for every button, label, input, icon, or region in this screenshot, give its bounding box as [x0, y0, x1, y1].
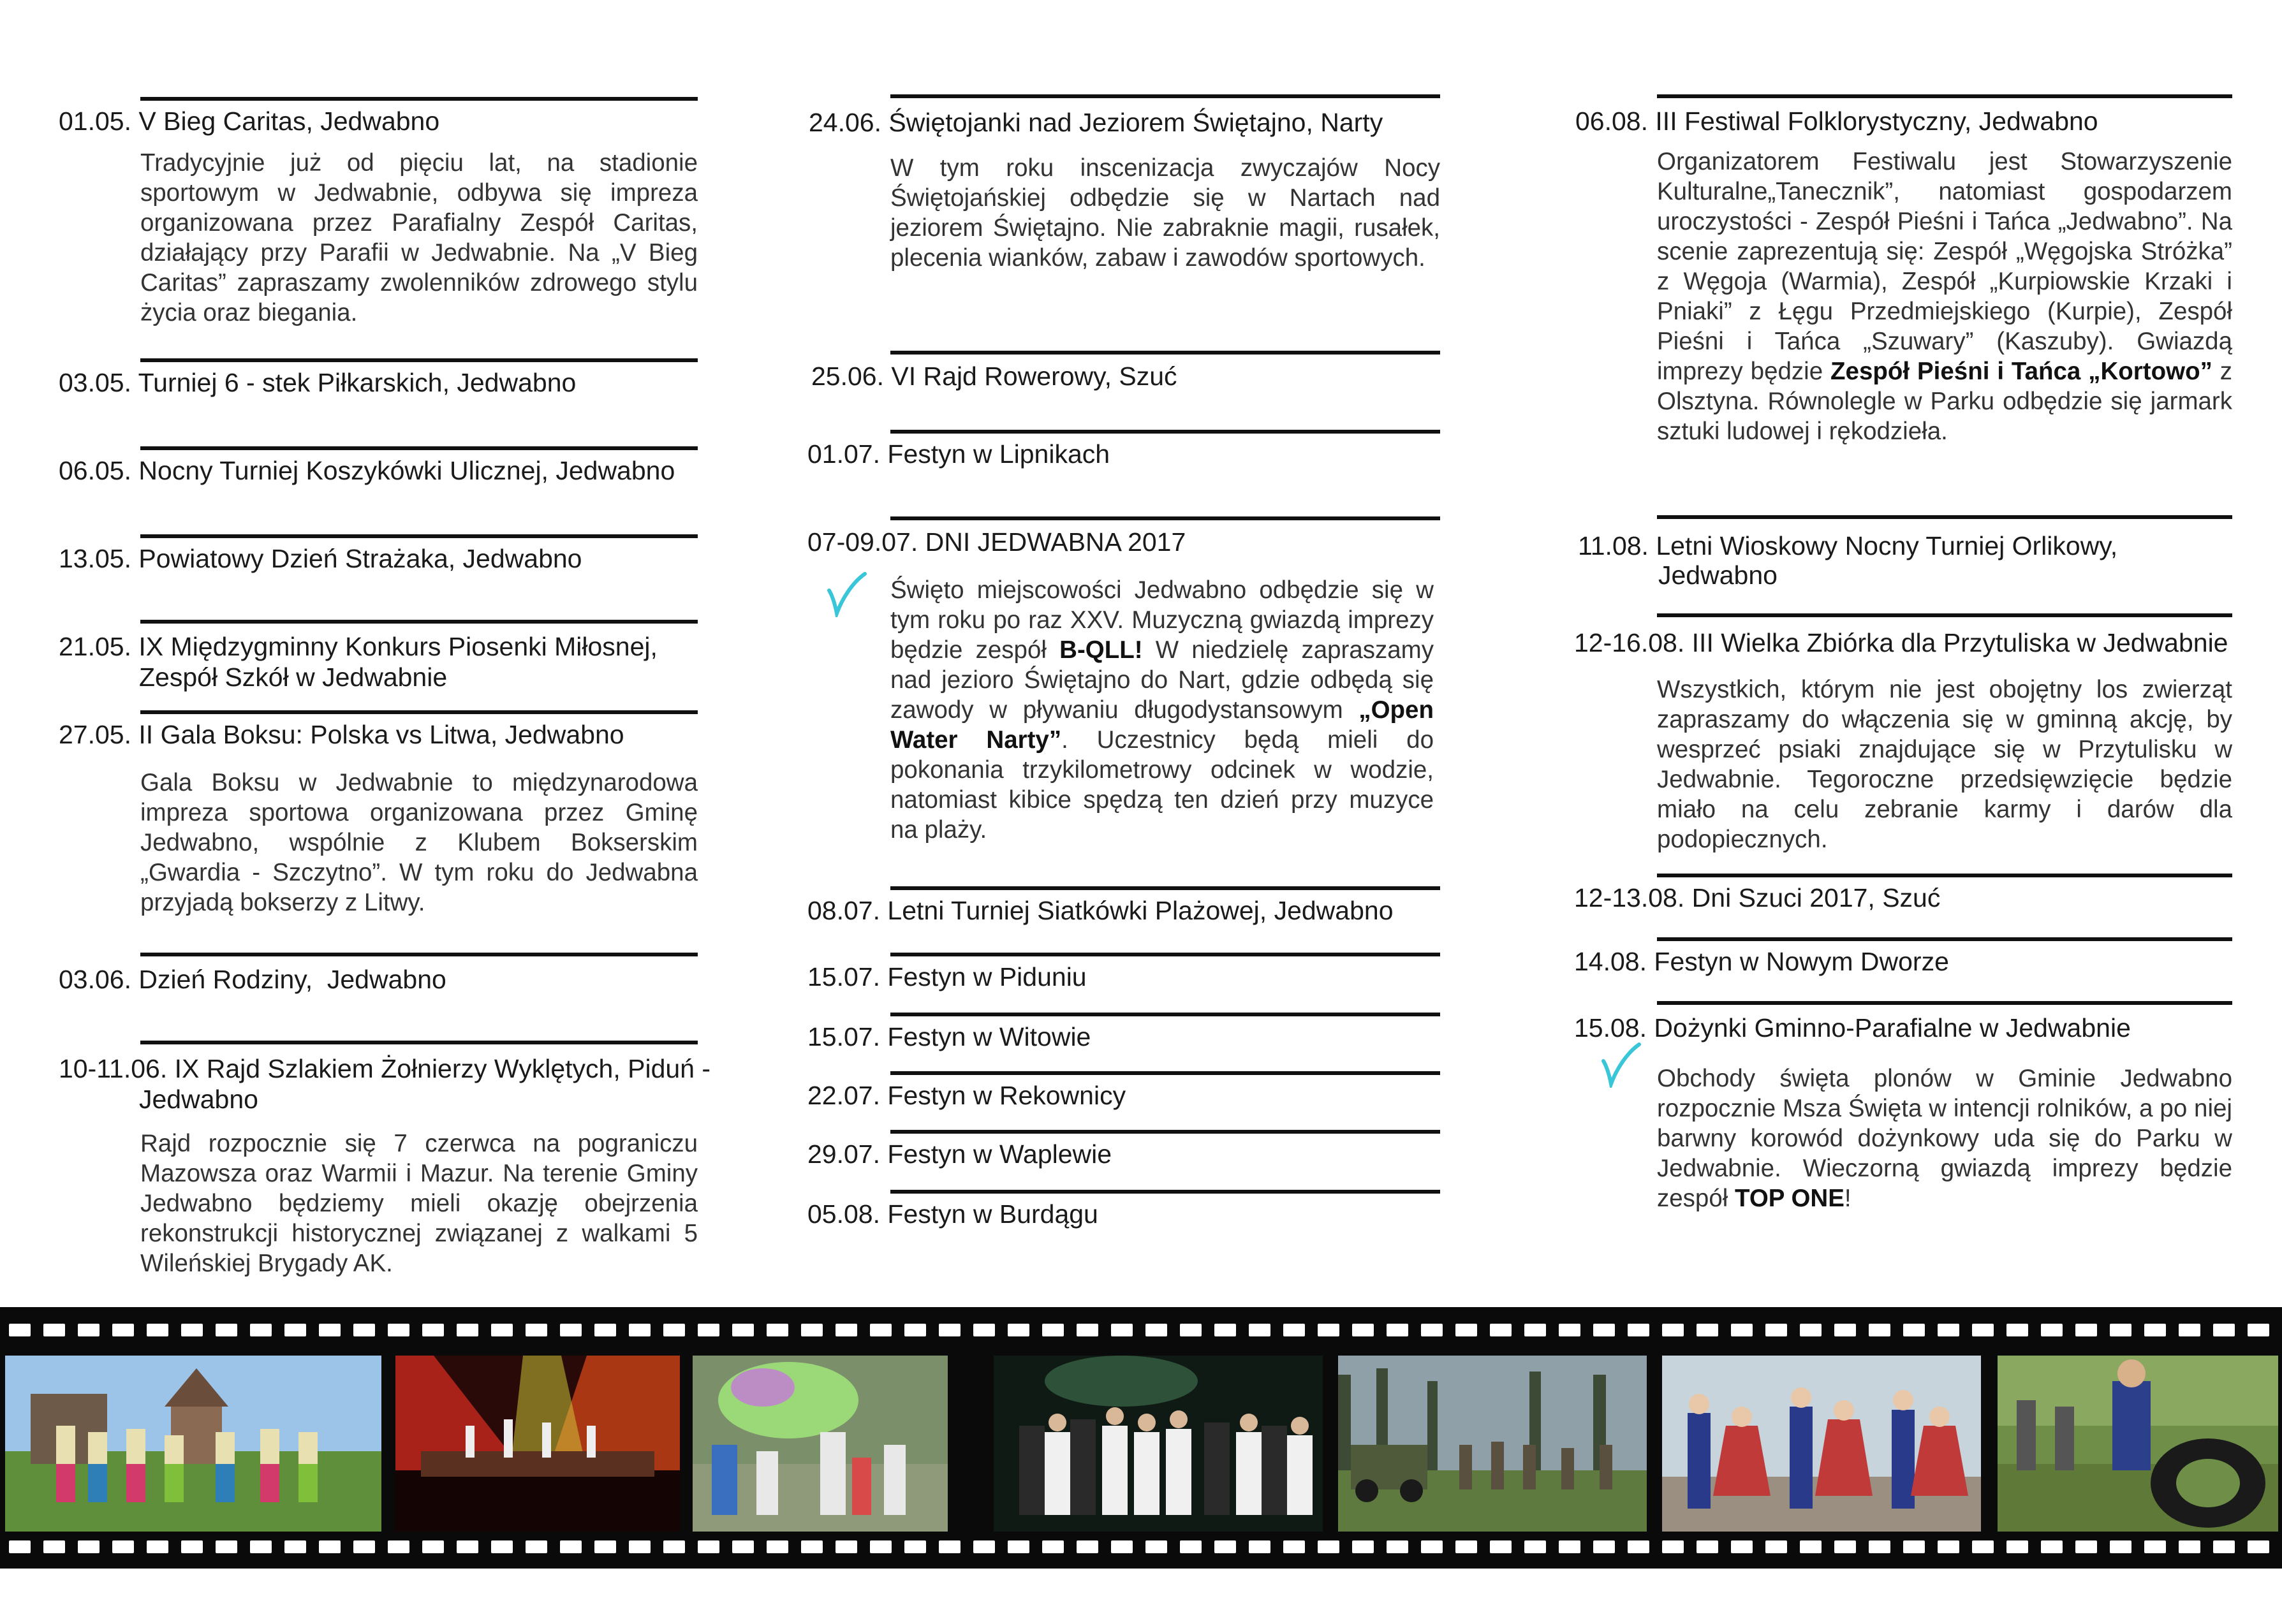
event-date: 03.05. — [59, 368, 131, 397]
event-name: VI Rajd Rowerowy, Szuć — [891, 362, 1177, 391]
photo-reenactment — [1338, 1356, 1647, 1532]
film-hole — [112, 1324, 134, 1336]
film-perforations-bottom — [0, 1540, 2282, 1556]
film-hole — [1008, 1540, 1029, 1553]
film-hole — [1111, 1324, 1133, 1336]
event-date: 06.08. — [1575, 106, 1648, 136]
event-description: Tradycyjnie już od pięciu lat, na stadionie sportowym w Jedwabnie, odbywa się impreza organizowana przez Parafialny Zespół Caritas, działający przy Parafii w Jedwabnie. Na „V Bieg Caritas” zapraszamy zwolenników zdrowego stylu życia oraz biegania. — [140, 149, 698, 326]
rule — [890, 1013, 1440, 1016]
checkmark-icon — [1601, 1042, 1642, 1088]
event-date: 13.05. — [59, 544, 131, 573]
film-hole — [1455, 1540, 1477, 1553]
event-title — [59, 964, 446, 995]
film-hole — [2248, 1324, 2269, 1336]
film-hole — [1042, 1324, 1064, 1336]
film-hole — [2213, 1540, 2235, 1553]
film-hole — [1042, 1540, 1064, 1553]
rule — [890, 351, 1440, 355]
event-name: DNI JEDWABNA 2017 — [925, 527, 1186, 557]
film-hole — [1593, 1324, 1615, 1336]
film-hole — [698, 1324, 719, 1336]
event-date: 01.05. — [59, 106, 131, 136]
film-hole — [801, 1324, 823, 1336]
event-name: Dożynki Gminno-Parafialne w Jedwabnie — [1654, 1013, 2131, 1042]
film-hole — [78, 1540, 99, 1553]
event-name: Festyn w Burdągu — [887, 1199, 1098, 1229]
film-hole — [1524, 1324, 1546, 1336]
film-hole — [870, 1324, 892, 1336]
event-name: V Bieg Caritas, Jedwabno — [138, 106, 440, 136]
event-date: 27.05. — [59, 720, 131, 749]
film-hole — [43, 1540, 65, 1553]
film-hole — [629, 1324, 651, 1336]
film-hole — [767, 1540, 788, 1553]
film-hole — [732, 1324, 754, 1336]
film-hole — [216, 1324, 237, 1336]
film-hole — [1387, 1324, 1408, 1336]
event-date: 08.07. — [807, 896, 880, 925]
event-name: IX Rajd Szlakiem Żołnierzy Wyklętych, Piduń - — [174, 1054, 711, 1083]
event-title — [809, 107, 1383, 138]
event-date: 15.07. — [807, 1022, 880, 1051]
event-title — [807, 1080, 1126, 1111]
film-hole — [629, 1540, 651, 1553]
event-title — [1578, 530, 2117, 561]
film-hole — [1318, 1324, 1339, 1336]
film-hole — [353, 1540, 375, 1553]
film-hole — [939, 1324, 961, 1336]
film-hole — [284, 1540, 306, 1553]
film-hole — [1214, 1324, 1236, 1336]
event-title — [807, 1199, 1098, 1229]
event-name: II Gala Boksu: Polska vs Litwa, Jedwabno — [138, 720, 624, 749]
event-date: 07-09.07. — [807, 527, 918, 557]
event-name: Festyn w Nowym Dworze — [1654, 947, 1949, 976]
film-hole — [1869, 1324, 1890, 1336]
film-hole — [594, 1324, 616, 1336]
film-hole — [663, 1324, 685, 1336]
film-hole — [1938, 1540, 1959, 1553]
film-hole — [1352, 1324, 1374, 1336]
event-title — [59, 719, 624, 750]
event-name: Festyn w Waplewie — [887, 1139, 1112, 1169]
rule — [1657, 937, 2232, 941]
event-name-line2: Jedwabno — [1658, 560, 1778, 590]
film-hole — [732, 1540, 754, 1553]
film-hole — [1765, 1324, 1787, 1336]
film-hole — [1490, 1324, 1512, 1336]
film-hole — [2075, 1540, 2097, 1553]
event-name: Nocny Turniej Koszykówki Ulicznej, Jedwabno — [138, 456, 675, 485]
event-date: 10-11.06. — [59, 1054, 168, 1083]
film-hole — [1145, 1324, 1167, 1336]
event-date: 03.06. — [59, 965, 131, 994]
event-name: Dni Szuci 2017, Szuć — [1691, 883, 1941, 912]
photo-tyre-race — [1998, 1356, 2278, 1532]
film-hole — [1455, 1324, 1477, 1336]
film-hole — [1077, 1324, 1098, 1336]
film-hole — [1111, 1540, 1133, 1553]
film-hole — [1938, 1324, 1959, 1336]
film-hole — [1077, 1540, 1098, 1553]
film-hole — [2179, 1324, 2200, 1336]
film-hole — [1628, 1540, 1649, 1553]
film-hole — [1145, 1540, 1167, 1553]
film-hole — [1283, 1540, 1305, 1553]
film-hole — [1731, 1540, 1753, 1553]
event-date: 01.07. — [807, 439, 880, 469]
event-name: III Festiwal Folklorystyczny, Jedwabno — [1655, 106, 2098, 136]
film-hole — [1972, 1324, 1994, 1336]
film-hole — [284, 1324, 306, 1336]
event-name: Letni Wioskowy Nocny Turniej Orlikowy, — [1656, 531, 2118, 560]
film-hole — [457, 1324, 478, 1336]
film-hole — [2213, 1324, 2235, 1336]
rule — [890, 886, 1440, 890]
rule — [1657, 94, 2232, 98]
rule — [890, 1130, 1440, 1134]
event-date: 12-13.08. — [1574, 883, 1685, 912]
film-hole — [1387, 1540, 1408, 1553]
film-hole — [388, 1324, 409, 1336]
event-title — [59, 1053, 710, 1084]
event-description: Święto miejscowości Jedwabno odbędzie się w tym roku po raz XXV. Muzyczną gwiazdą imprezy będzie zespół B-QLL! W niedzielę zapraszamy nad jezioro Świętajno do Nart, gdzie odbędą się zawody w pływaniu długodystansowym „Open Water Narty”. Uczestnicy będą mieli do pokonania trzykilometrowy odcinek w wodzie, natomiast kibice spędzą ten dzień przy muzyce na plaży. — [890, 576, 1434, 844]
event-description: Rajd rozpocznie się 7 czerwca na pograniczu Mazowsza oraz Warmii i Mazur. Na terenie Gminy Jedwabno będziemy mieli okazję obejrzenia rekonstrukcji historycznej związanej z walkami 5 Wileńskiej Brygady AK. — [140, 1130, 698, 1277]
film-hole — [767, 1324, 788, 1336]
film-hole — [904, 1540, 926, 1553]
film-hole — [1421, 1324, 1443, 1336]
rule — [1657, 515, 2232, 519]
film-hole — [112, 1540, 134, 1553]
film-hole — [2144, 1324, 2166, 1336]
film-hole — [2144, 1540, 2166, 1553]
event-name: Dzień Rodziny, Jedwabno — [138, 965, 446, 994]
film-hole — [1972, 1540, 1994, 1553]
film-hole — [939, 1540, 961, 1553]
film-hole — [2075, 1324, 2097, 1336]
event-name: Festyn w Witowie — [887, 1022, 1091, 1051]
rule — [1657, 1001, 2232, 1005]
film-hole — [388, 1540, 409, 1553]
event-title — [59, 631, 658, 662]
event-date: 11.08. — [1578, 531, 1649, 560]
film-hole — [319, 1540, 341, 1553]
event-title — [1575, 106, 2098, 136]
film-hole — [836, 1324, 857, 1336]
film-hole — [1765, 1540, 1787, 1553]
film-hole — [1214, 1540, 1236, 1553]
rule — [140, 358, 698, 362]
event-title — [1574, 882, 1940, 913]
event-name: Świętojanki nad Jeziorem Świętajno, Narty — [888, 108, 1383, 137]
event-name: III Wielka Zbiórka dla Przytuliska w Jedwabnie — [1691, 628, 2228, 657]
film-hole — [1834, 1540, 1856, 1553]
film-hole — [422, 1540, 444, 1553]
event-name: IX Międzygminny Konkurs Piosenki Miłosnej, — [138, 632, 658, 661]
photo-night-group — [994, 1356, 1323, 1532]
film-hole — [9, 1540, 31, 1553]
event-name-line2: Zespół Szkół w Jedwabnie — [139, 662, 448, 692]
photo-color-festival — [693, 1356, 948, 1532]
event-date: 21.05. — [59, 632, 131, 661]
event-title — [59, 455, 675, 486]
film-hole — [1559, 1324, 1580, 1336]
event-title — [807, 1139, 1112, 1169]
event-date: 05.08. — [807, 1199, 880, 1229]
film-hole — [1800, 1324, 1822, 1336]
film-hole — [147, 1540, 168, 1553]
rule — [890, 953, 1440, 956]
film-hole — [1593, 1540, 1615, 1553]
rule — [140, 446, 698, 450]
event-date: 12-16.08. — [1574, 628, 1685, 657]
film-hole — [1249, 1540, 1270, 1553]
rule — [140, 534, 698, 538]
film-hole — [698, 1540, 719, 1553]
film-hole — [1180, 1324, 1202, 1336]
event-date: 06.05. — [59, 456, 131, 485]
rule — [140, 620, 698, 624]
event-description: Obchody święta plonów w Gminie Jedwabno rozpocznie Msza Święta w intencji rolników, a po niej barwny korowód dożynkowy uda się do Parku w Jedwabnie. Wieczorną gwiazdą imprezy będzie zespół TOP ONE! — [1657, 1065, 2232, 1212]
film-hole — [1008, 1324, 1029, 1336]
rule — [140, 710, 698, 714]
film-hole — [1352, 1540, 1374, 1553]
film-hole — [78, 1324, 99, 1336]
film-hole — [1697, 1324, 1718, 1336]
film-hole — [491, 1324, 513, 1336]
film-hole — [594, 1540, 616, 1553]
rule — [1657, 613, 2232, 617]
film-hole — [147, 1324, 168, 1336]
film-hole — [181, 1540, 203, 1553]
film-hole — [1834, 1324, 1856, 1336]
film-hole — [1490, 1540, 1512, 1553]
film-hole — [1421, 1540, 1443, 1553]
event-date: 29.07. — [807, 1139, 880, 1169]
rule — [890, 94, 1440, 98]
event-name: Festyn w Rekownicy — [887, 1081, 1126, 1110]
event-title — [807, 439, 1110, 469]
event-description: W tym roku inscenizacja zwyczajów Nocy Świętojańskiej odbędzie się w Nartach nad jeziorem Świętajno. Nie zabraknie magii, rusałek, plecenia wianków, zabaw i zawodów sportowych. — [890, 154, 1440, 272]
film-hole — [2006, 1540, 2028, 1553]
rule — [890, 516, 1440, 520]
film-hole — [560, 1324, 582, 1336]
event-title — [59, 543, 582, 574]
film-hole — [870, 1540, 892, 1553]
event-date: 15.08. — [1574, 1013, 1647, 1042]
film-hole — [422, 1324, 444, 1336]
event-title — [1574, 946, 1949, 977]
event-title — [807, 527, 1186, 557]
event-title — [807, 1021, 1091, 1052]
film-hole — [560, 1540, 582, 1553]
film-hole — [457, 1540, 478, 1553]
film-hole — [353, 1324, 375, 1336]
event-name: Letni Turniej Siatkówki Plażowej, Jedwabno — [887, 896, 1394, 925]
film-hole — [250, 1324, 272, 1336]
film-hole — [216, 1540, 237, 1553]
film-hole — [904, 1324, 926, 1336]
film-hole — [1559, 1540, 1580, 1553]
film-hole — [973, 1540, 995, 1553]
film-hole — [801, 1540, 823, 1553]
event-date: 14.08. — [1574, 947, 1647, 976]
event-date: 25.06. — [811, 362, 884, 391]
event-title — [807, 895, 1394, 926]
film-hole — [250, 1540, 272, 1553]
photo-concert-stage — [395, 1356, 680, 1532]
event-name-line2: Jedwabno — [139, 1085, 258, 1114]
event-description: Wszystkich, którym nie jest obojętny los zwierząt zapraszamy do włączenia się w gminną akcję, by wesprzeć psiaki znajdujące się w Przytulisku w Jedwabnie. Tegoroczne przedsięwzięcie będzie miało na celu zebranie karmy i darów dla podopiecznych. — [1657, 676, 2232, 853]
film-hole — [973, 1324, 995, 1336]
event-description: Organizatorem Festiwalu jest Stowarzyszenie Kulturalne„Tanecznik”, natomiast gospodarzem uroczystości - Zespół Pieśni i Tańca „Jedwabno”. Na scenie zaprezentują się: Zespół „Węgojska Stróżka” z Węgoja (Warmia), Zespół „Kurpiowskie Krzaki i Pniaki” z Łęgu Przedmiejskiego (Kurpie), Zespół Pieśni i Tańca „Szuwary” (Kaszuby). Gwiazdą imprezy będzie Zespół Pieśni i Tańca „Kortowo” z Olsztyna. Równolegle w Parku odbędzie się jarmark sztuki ludowej i rękodzieła. — [1657, 148, 2232, 445]
film-hole — [1283, 1324, 1305, 1336]
event-date: 15.07. — [807, 962, 880, 991]
film-hole — [9, 1324, 31, 1336]
event-date: 24.06. — [809, 108, 881, 137]
film-hole — [2248, 1540, 2269, 1553]
film-hole — [2110, 1324, 2131, 1336]
film-hole — [526, 1324, 547, 1336]
film-perforations-top — [0, 1324, 2282, 1339]
event-date: 22.07. — [807, 1081, 880, 1110]
film-hole — [1318, 1540, 1339, 1553]
rule — [140, 953, 698, 956]
film-hole — [181, 1324, 203, 1336]
film-hole — [1524, 1540, 1546, 1553]
film-hole — [1903, 1324, 1925, 1336]
event-title — [1574, 627, 2228, 658]
film-hole — [526, 1540, 547, 1553]
event-title — [59, 106, 439, 136]
event-title — [59, 367, 576, 398]
photo-dancers-pairs — [1662, 1356, 1981, 1532]
film-hole — [663, 1540, 685, 1553]
rule — [890, 1190, 1440, 1194]
film-hole — [836, 1540, 857, 1553]
event-name: Festyn w Lipnikach — [887, 439, 1110, 469]
film-hole — [1731, 1324, 1753, 1336]
film-hole — [1662, 1540, 1684, 1553]
rule — [140, 1041, 698, 1044]
film-hole — [1903, 1540, 1925, 1553]
checkmark-icon — [827, 571, 867, 617]
event-name: Powiatowy Dzień Strażaka, Jedwabno — [138, 544, 582, 573]
film-hole — [2041, 1540, 2063, 1553]
film-hole — [2179, 1540, 2200, 1553]
film-hole — [1249, 1324, 1270, 1336]
event-title — [1574, 1013, 2131, 1043]
event-name: Festyn w Piduniu — [887, 962, 1087, 991]
event-title — [807, 962, 1087, 992]
film-hole — [2041, 1324, 2063, 1336]
film-hole — [43, 1324, 65, 1336]
event-title — [811, 361, 1177, 391]
rule — [1657, 874, 2232, 877]
rule — [890, 430, 1440, 434]
rule — [890, 1071, 1440, 1075]
film-hole — [1662, 1324, 1684, 1336]
event-name: Turniej 6 - stek Piłkarskich, Jedwabno — [138, 368, 577, 397]
film-hole — [319, 1324, 341, 1336]
film-hole — [491, 1540, 513, 1553]
film-hole — [1628, 1324, 1649, 1336]
film-hole — [1869, 1540, 1890, 1553]
film-hole — [1800, 1540, 1822, 1553]
film-strip — [0, 1307, 2282, 1569]
photo-folk-dancers — [5, 1356, 381, 1532]
film-hole — [1180, 1540, 1202, 1553]
rule — [140, 97, 698, 101]
film-hole — [2110, 1540, 2131, 1553]
event-description: Gala Boksu w Jedwabnie to międzynarodowa impreza sportowa organizowana przez Gminę Jedwabno, wspólnie z Klubem Bokserskim „Gwardia - Szczytno”. W tym roku do Jedwabna przyjadą bokserzy z Litwy. — [140, 769, 698, 916]
film-hole — [2006, 1324, 2028, 1336]
film-hole — [1697, 1540, 1718, 1553]
